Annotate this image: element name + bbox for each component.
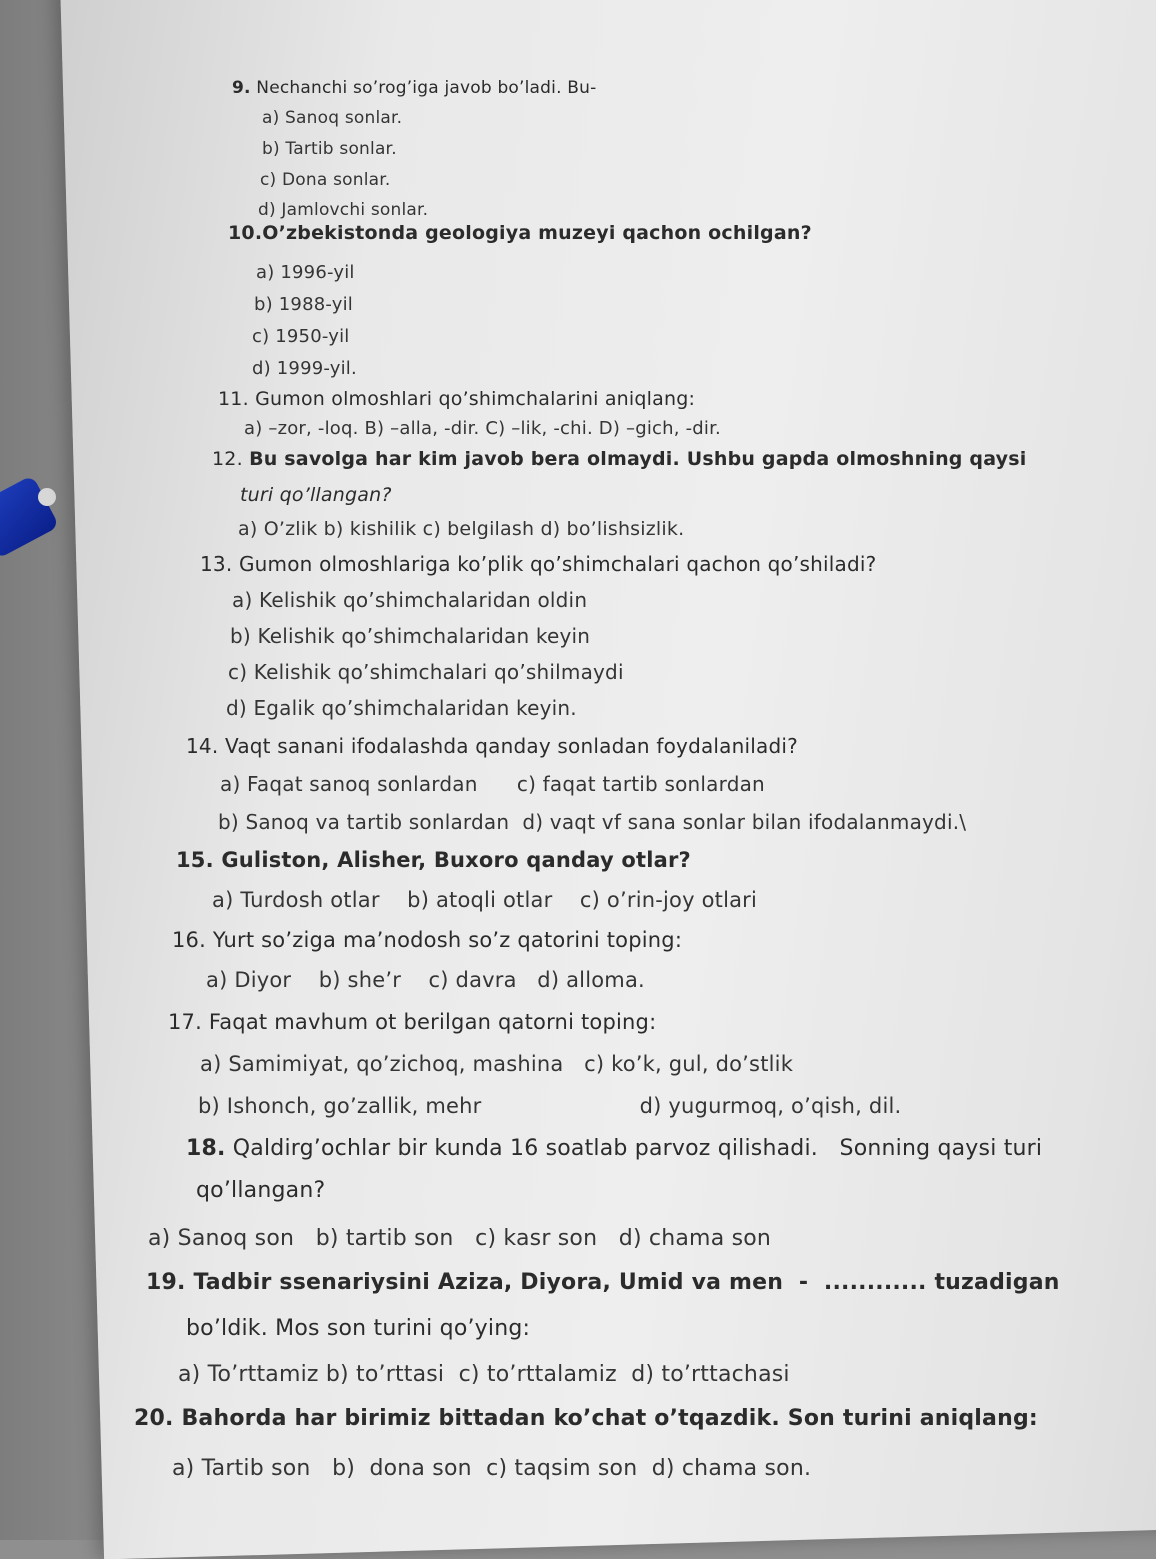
question-14-text: Vaqt sanani ifodalashda qanday sonladan foydalaniladi? <box>224 734 798 758</box>
question-9-option-c: c) Dona sonlar. <box>260 170 391 190</box>
question-13-text: Gumon olmoshlariga ko’plik qo’shimchalari qachon qo’shiladi? <box>238 552 877 576</box>
question-13-option-a: a) Kelishik qo’shimchalaridan oldin <box>232 588 588 612</box>
question-11: 11. Gumon olmoshlari qo’shimchalarini aniqlang: <box>218 388 696 410</box>
question-19-options: a) To’rttamiz b) to’rttasi c) to’rttalamiz d) to’rttachasi <box>178 1362 790 1387</box>
question-10-option-b: b) 1988-yil <box>254 294 354 315</box>
question-14: 14. Vaqt sanani ifodalashda qanday sonladan foydalaniladi? <box>186 734 798 758</box>
question-9-option-d: d) Jamlovchi sonlar. <box>258 200 429 220</box>
question-11-options: a) –zor, -loq. B) –alla, -dir. C) –lik, -chi. D) –gich, -dir. <box>244 418 721 439</box>
question-15-text: Guliston, Alisher, Buxoro qanday otlar? <box>221 848 691 872</box>
question-10-text: O’zbekistonda geologiya muzeyi qachon ochilgan? <box>262 222 812 244</box>
question-18: 18. Qaldirg’ochlar bir kunda 16 soatlab parvoz qilishadi. Sonning qaysi turi <box>186 1136 1043 1161</box>
question-16: 16. Yurt so’ziga ma’nodosh so’z qatorini toping: <box>172 928 683 952</box>
question-19-text-cont: bo’ldik. Mos son turini qo’ying: <box>186 1316 531 1341</box>
question-15: 15. Guliston, Alisher, Buxoro qanday otlar? <box>176 848 691 872</box>
question-19: 19. Tadbir ssenariysini Aziza, Diyora, Umid va men - ............ tuzadigan <box>146 1270 1060 1295</box>
question-13-option-c: c) Kelishik qo’shimchalari qo’shilmaydi <box>228 660 624 684</box>
question-14-options-row1: a) Faqat sanoq sonlardan c) faqat tartib sonlardan <box>220 772 765 796</box>
question-18-options: a) Sanoq son b) tartib son c) kasr son d) chama son <box>148 1226 772 1251</box>
question-13-option-b: b) Kelishik qo’shimchalaridan keyin <box>230 624 591 648</box>
question-9-option-b: b) Tartib sonlar. <box>262 139 397 159</box>
question-16-options: a) Diyor b) she’r c) davra d) alloma. <box>206 968 645 992</box>
question-9: 9. Nechanchi so’rog’iga javob bo’ladi. Bu- <box>232 78 597 98</box>
question-18-text-cont: qo’llangan? <box>196 1178 326 1203</box>
question-14-options-row2: b) Sanoq va tartib sonlardan d) vaqt vf sana sonlar bilan ifodalanmaydi.\ <box>218 810 967 834</box>
question-9-option-a: a) Sanoq sonlar. <box>262 108 403 128</box>
question-12-options: a) O’zlik b) kishilik c) belgilash d) bo’lishsizlik. <box>238 518 685 540</box>
question-9-text: Nechanchi so’rog’iga javob bo’ladi. Bu- <box>256 78 597 98</box>
question-17-options-row2: b) Ishonch, go’zallik, mehr d) yugurmoq, o’qish, dil. <box>198 1094 902 1118</box>
question-19-text: Tadbir ssenariysini Aziza, Diyora, Umid va men - ............ tuzadigan <box>193 1270 1060 1295</box>
question-20-text: Bahorda har birimiz bittadan ko’chat o’tqazdik. Son turini aniqlang: <box>181 1406 1038 1431</box>
question-17: 17. Faqat mavhum ot berilgan qatorni toping: <box>168 1010 657 1034</box>
question-16-text: Yurt so’ziga ma’nodosh so’z qatorini toping: <box>212 928 683 952</box>
question-17-options-row1: a) Samimiyat, qo’zichoq, mashina c) ko’k, gul, do’stlik <box>200 1052 794 1076</box>
question-13-option-d: d) Egalik qo’shimchalaridan keyin. <box>226 696 577 720</box>
question-10-option-c: c) 1950-yil <box>252 326 350 347</box>
question-18-text: Qaldirg’ochlar bir kunda 16 soatlab parvoz qilishadi. Sonning qaysi turi <box>232 1136 1043 1161</box>
question-12-text: Bu savolga har kim javob bera olmaydi. Ushbu gapda olmoshning qaysi <box>249 448 1027 470</box>
question-15-options: a) Turdosh otlar b) atoqli otlar c) o’rin-joy otlari <box>212 888 758 912</box>
question-12-text-cont: turi qo’llangan? <box>240 484 392 506</box>
question-20: 20. Bahorda har birimiz bittadan ko’chat o’tqazdik. Son turini aniqlang: <box>134 1406 1038 1431</box>
question-13: 13. Gumon olmoshlariga ko’plik qo’shimchalari qachon qo’shiladi? <box>200 552 877 576</box>
question-12: 12. Bu savolga har kim javob bera olmaydi. Ushbu gapda olmoshning qaysi <box>212 448 1027 470</box>
question-10: 10.O’zbekistonda geologiya muzeyi qachon ochilgan? <box>228 222 812 244</box>
question-20-options: a) Tartib son b) dona son c) taqsim son d) chama son. <box>172 1456 812 1481</box>
question-11-text: Gumon olmoshlari qo’shimchalarini aniqlang: <box>255 388 696 410</box>
question-10-option-d: d) 1999-yil. <box>252 358 357 379</box>
question-17-text: Faqat mavhum ot berilgan qatorni toping: <box>208 1010 657 1034</box>
question-10-option-a: a) 1996-yil <box>256 262 355 283</box>
